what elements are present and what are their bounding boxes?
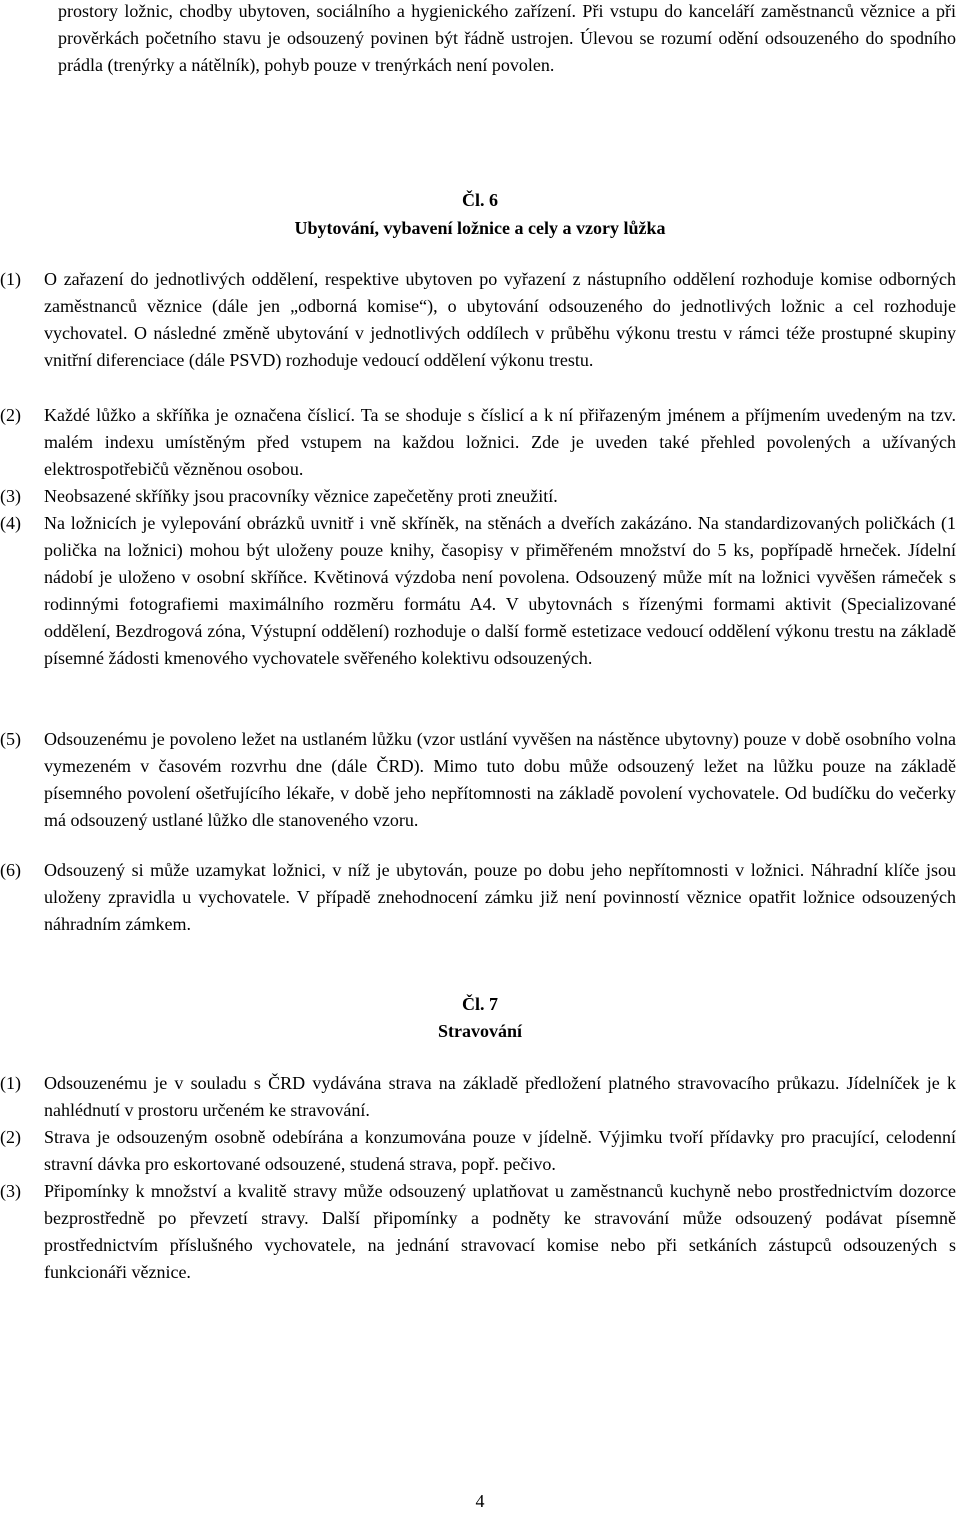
article-7-title: Stravování bbox=[437, 1021, 522, 1041]
article-6-item-2 bbox=[0, 402, 956, 483]
article-7-item-2 bbox=[0, 1124, 956, 1178]
item-number: (4) bbox=[0, 513, 21, 533]
item-text: Na ložnicích je vylepování obrázků uvnitř i vně skříněk, na stěnách a dveřích zakázáno. Na standardizovaných poličkách (1 polička na ložnici) mohou být uloženy pouze knihy, časopisy v přiměřeném množství do 5 ks, popřípadě hrneček. Jídelní nádobí je uloženo v osobní skříňce. Květinová výzdoba není povolena. Odsouzený může mít na ložnici vyvěšen rámeček s rodinnými fotografiemi maximálního rozměru formátu A4. V ubytovnách s řízenými formami aktivit (Specializované oddělení, Bezdrogová zóna, Výstupní oddělení) rozhoduje o další formě estetizace vedoucí oddělení výkonu trestu na základě písemné žádosti kmenového vychovatele svěřeného kolektivu odsouzených. bbox=[44, 513, 956, 668]
item-number: (6) bbox=[0, 860, 21, 880]
item-number: (2) bbox=[0, 1127, 21, 1147]
intro-paragraph: prostory ložnic, chodby ubytoven, sociálního a hygienického zařízení. Při vstupu do kanceláří zaměstnanců věznice a při prověrkách početního stavu je odsouzený povinen být řádně ustrojen. Úlevou se rozumí odění odsouzeného do spodního prádla (trenýrky a nátělník), pohyb pouze v trenýrkách není povolen. bbox=[58, 1, 956, 75]
item-number: (1) bbox=[0, 1073, 21, 1093]
item-text: O zařazení do jednotlivých oddělení, respektive ubytoven po vyřazení z nástupního oddělení rozhoduje komise odborných zaměstnanců věznice (dále jen „odborná komise“), o ubytování odsouzeného do jednotlivých ložnic a cel rozhoduje vychovatel. O následné změně ubytování v jednotlivých oddílech v průběhu výkonu trestu v rámci téže prostupné skupiny vnitřní diferenciace (dále PSVD) rozhoduje vedoucí oddělení výkonu trestu. bbox=[44, 269, 956, 370]
item-number: (3) bbox=[0, 1181, 21, 1201]
article-7-number: Čl. 7 bbox=[462, 994, 498, 1014]
article-6-item-5 bbox=[0, 726, 956, 834]
page-number: 4 bbox=[475, 1491, 485, 1511]
article-6-item-6 bbox=[0, 857, 956, 938]
item-number: (3) bbox=[0, 486, 21, 506]
item-text: Odsouzený si může uzamykat ložnici, v níž je ubytován, pouze po dobu jeho nepřítomnosti v ložnici. Náhradní klíče jsou uloženy zpravidla u vychovatele. V případě znehodnocení zámku již není povinností věznice opatřit ložnice odsouzených náhradním zámkem. bbox=[44, 860, 956, 934]
item-text: Odsouzenému je v souladu s ČRD vydávána strava na základě předložení platného stravovacího průkazu. Jídelníček je k nahlédnutí v prostoru určeném ke stravování. bbox=[44, 1073, 956, 1120]
item-text: Strava je odsouzeným osobně odebírána a konzumována pouze v jídelně. Výjimku tvoří přídavky pro pracující, celodenní stravní dávka pro eskortované odsouzené, studená strava, popř. pečivo. bbox=[44, 1127, 956, 1174]
item-text: Připomínky k množství a kvalitě stravy může odsouzený uplatňovat u zaměstnanců kuchyně nebo prostřednictvím dozorce bezprostředně po převzetí stravy. Další připomínky a podněty ke stravování může odsouzený podávat písemně prostřednictvím příslušného vychovatele, na jednání stravovací komise nebo při setkáních zástupců odsouzených s funkcionáři věznice. bbox=[44, 1181, 956, 1282]
article-6-title: Ubytování, vybavení ložnice a cely a vzory lůžka bbox=[294, 218, 666, 238]
item-text: Odsouzenému je povoleno ležet na ustlaném lůžku (vzor ustlání vyvěšen na nástěnce ubytovny) pouze v době osobního volna vymezeném v časovém rozvrhu dne (dále ČRD). Mimo tuto dobu může odsouzený ležet na lůžku pouze na základě písemného povolení ošetřujícího lékaře, v době jeho nepřítomnosti na základě povolení vychovatele. Od budíčku do večerky má odsouzený ustlané lůžko dle stanoveného vzoru. bbox=[44, 729, 956, 830]
article-7-item-1 bbox=[0, 1070, 956, 1124]
item-number: (2) bbox=[0, 405, 21, 425]
item-number: (5) bbox=[0, 729, 21, 749]
item-text: Každé lůžko a skříňka je označena číslicí. Ta se shoduje s číslicí a k ní přiřazeným jménem a příjmením uvedeným na tzv. malém indexu umístěným před vstupem na každou ložnici. Zde je uveden také přehled povolených a užívaných elektrospotřebičů vězněnou osobou. bbox=[44, 405, 956, 479]
item-number: (1) bbox=[0, 269, 21, 289]
article-6-item-3 bbox=[0, 483, 956, 510]
article-6-number: Čl. 6 bbox=[462, 190, 498, 210]
item-text: Neobsazené skříňky jsou pracovníky věznice zapečetěny proti zneužití. bbox=[44, 486, 558, 506]
article-6-item-4 bbox=[0, 510, 956, 672]
article-7-item-3 bbox=[0, 1178, 956, 1286]
article-6-item-1 bbox=[0, 266, 956, 374]
